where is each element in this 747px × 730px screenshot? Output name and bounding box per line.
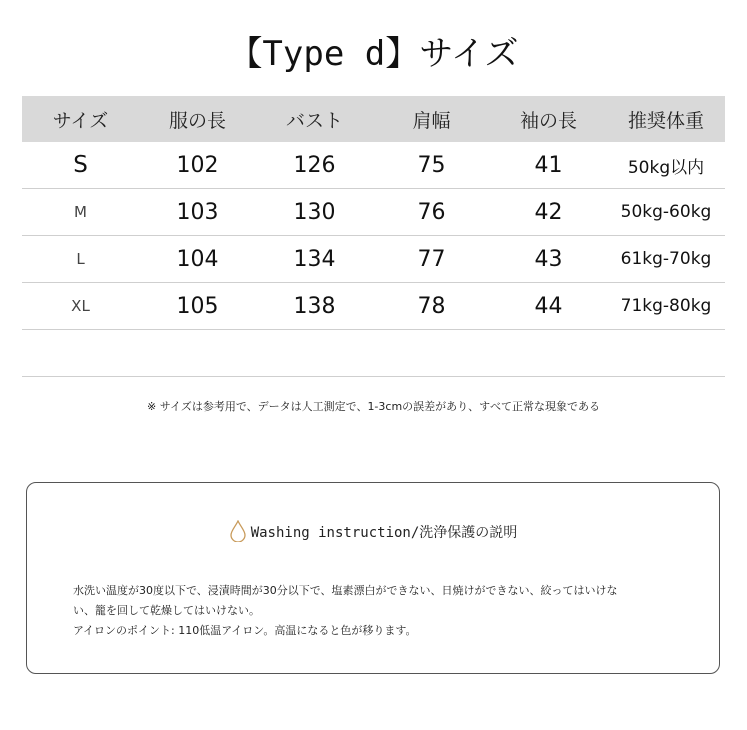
cell-size: S [22,142,139,189]
table-row [22,189,725,236]
header-length: 服の長 [139,96,256,142]
cell-size: L [22,236,139,283]
cell-length: 105 [139,283,256,330]
cell-size: M [22,189,139,236]
header-shoulder: 肩幅 [373,96,490,142]
cell-weight: 61kg-70kg [607,236,725,283]
header-weight: 推奨体重 [607,96,725,142]
table-row [22,236,725,283]
washing-line-1: 水洗い温度が30度以下で、浸漬時間が30分以下で、塩素漂白ができない、日焼けができない、絞ってはいけな [73,584,618,597]
cell-bust: 134 [256,236,373,283]
cell-shoulder: 78 [373,283,490,330]
cell-sleeve: 41 [490,142,607,189]
cell-bust: 130 [256,189,373,236]
cell-length: 103 [139,189,256,236]
cell-weight: 50kg-60kg [607,189,725,236]
cell-sleeve: 43 [490,236,607,283]
size-footnote: ※ サイズは参考用で、データは人工測定で、1-3cmの誤差があり、すべて正常な現象である [147,400,600,413]
cell-size: XL [22,283,139,330]
washing-instruction-box [26,482,720,674]
header-bust: バスト [256,96,373,142]
cell-weight: 50kg以内 [607,142,725,189]
page-title: 【Type d】サイズ [228,34,519,74]
cell-length: 104 [139,236,256,283]
cell-bust: 138 [256,283,373,330]
washing-title-text: Washing instruction/洗浄保護の説明 [250,525,518,541]
table-row [22,283,725,330]
washing-title [27,520,719,542]
cell-sleeve: 42 [490,189,607,236]
size-table [22,96,725,377]
cell-bust: 126 [256,142,373,189]
cell-shoulder: 76 [373,189,490,236]
table-header-row [22,96,725,142]
header-sleeve: 袖の長 [490,96,607,142]
table-row [22,142,725,189]
cell-shoulder: 75 [373,142,490,189]
cell-shoulder: 77 [373,236,490,283]
cell-length: 102 [139,142,256,189]
cell-sleeve: 44 [490,283,607,330]
water-drop-icon [229,520,247,542]
table-row-empty [22,330,725,377]
header-size: サイズ [22,96,139,142]
washing-line-2: い、籠を回して乾燥してはいけない。 [73,604,260,617]
washing-body [73,581,683,641]
washing-line-3: アイロンのポイント: 110低温アイロン。高温になると色が移ります。 [73,624,417,637]
cell-weight: 71kg-80kg [607,283,725,330]
